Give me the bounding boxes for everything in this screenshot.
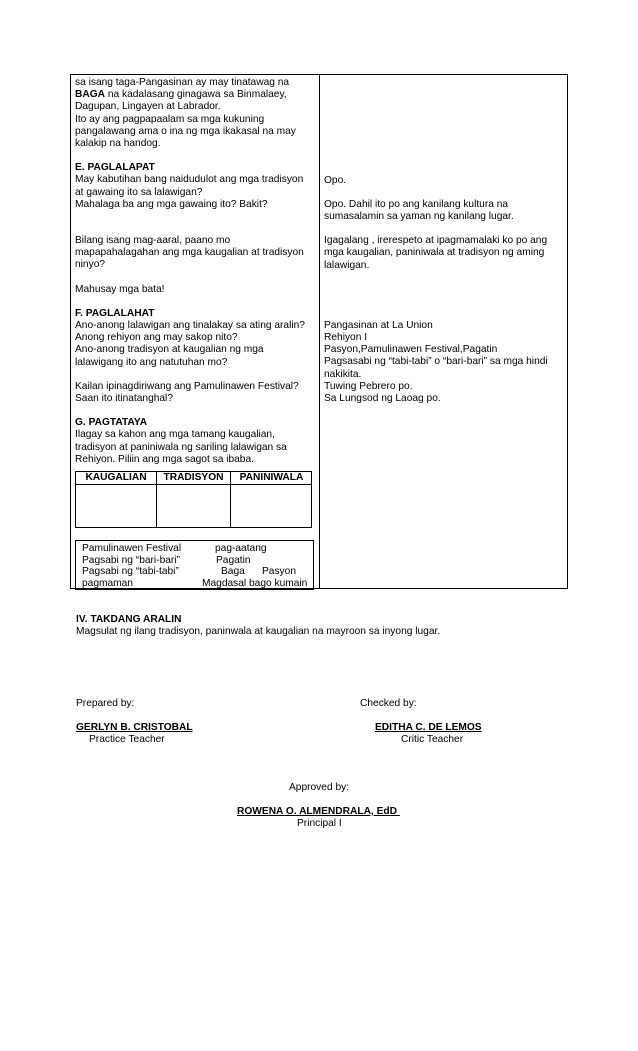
paglalahat-question: Ano-anong tradisyon at kaugalian ng mga (75, 344, 264, 356)
paglalapat-question: Bilang isang mag-aaral, paano mo (75, 235, 231, 247)
paglalapat-question: mapapahalagahan ang mga kaugalian at tradisyon (75, 247, 304, 259)
intro-line: pangalawang ama o ina ng mga ikakasal na may (75, 125, 296, 137)
choice-row (82, 578, 313, 590)
paglalahat-question: Kailan ipinagdiriwang ang Pamulinawen Festival? (75, 380, 299, 392)
table-header: PANINIWALA (231, 472, 312, 485)
paglalahat-question: Anong rehiyon ang may sakop nito? (75, 332, 238, 344)
choice-row (82, 543, 313, 555)
takdang-aralin-text: Magsulat ng ilang tradisyon, paninwala at kaugalian na mayroon sa inyong lugar. (76, 626, 441, 637)
answer-text: mga kaugalian, paniniwala at tradisyon ng aming (324, 247, 545, 259)
pagtataya-instruction: tradisyon at paniniwala ng sariling lalawigan sa (75, 441, 287, 453)
table-header: TRADISYON (157, 472, 230, 485)
approved-by-title: Principal I (297, 818, 342, 829)
answer-text: Sa Lungsod ng Laoag po. (324, 393, 441, 405)
answer-text: nakikita. (324, 368, 362, 380)
prepared-by-label: Prepared by: (76, 698, 135, 709)
choice-item: pagmaman (82, 577, 133, 589)
intro-line: Dagupan, Lingayen at Labrador. (75, 101, 221, 113)
answer-text: Pagsasabi ng “tabi-tabi” o “bari-bari” sa mga hindi (324, 356, 548, 368)
approved-by-label: Approved by: (289, 782, 350, 793)
table-header: KAUGALIAN (76, 472, 156, 485)
intro-line: Ito ay ang pagpapaalam sa mga kukuning (75, 113, 265, 125)
paglalahat-question: Ano-anong lalawigan ang tinalakay sa ating aralin? (75, 320, 305, 332)
answer-text: Pasyon,Pamulinawen Festival,Pagatin (324, 344, 498, 356)
paglalahat-question: Saan ito itinatanghal? (75, 393, 173, 405)
pagtataya-instruction: Rehiyon. Piliin ang mga sagot sa ibaba. (75, 453, 254, 465)
column-divider (319, 75, 320, 588)
choice-row (82, 555, 313, 567)
pagtataya-heading: G. PAGTATAYA (75, 417, 148, 429)
pagtataya-instruction: Ilagay sa kahon ang mga tamang kaugalian, (75, 429, 275, 441)
paglalapat-heading: E. PAGLALAPAT (75, 162, 155, 174)
table-column-tradisyon (157, 472, 231, 527)
choice-item: Pamulinawen Festival (82, 543, 182, 554)
answer-text: Rehiyon I (324, 332, 368, 344)
intro-bold-word: BAGA (75, 89, 105, 101)
answer-text: Igagalang , irerespeto at ipagmamalaki ko po ang (324, 235, 548, 247)
choice-item: Magdasal bago kumain (202, 577, 308, 589)
choices-box (75, 540, 314, 590)
intro-line: kalakip na handog. (75, 138, 161, 150)
intro-line: sa isang taga-Pangasinan ay may tinatawag na (75, 77, 290, 88)
intro-line: BAGA na kadalasang ginagawa sa Binmalaey, (75, 89, 287, 101)
takdang-aralin-heading: IV. TAKDANG ARALIN (76, 614, 182, 625)
approved-by-name: ROWENA O. ALMENDRALA, EdD (237, 806, 400, 817)
table-column-paniniwala (231, 472, 312, 527)
student-column (324, 77, 566, 405)
answer-text: sumasalamin sa yaman ng kanilang lugar. (324, 211, 514, 222)
paglalapat-question: Mahalaga ba ang mga gawaing ito? Bakit? (75, 198, 268, 210)
checked-by-name: EDITHA C. DE LEMOS (375, 722, 482, 733)
checked-by-title: Critic Teacher (401, 734, 464, 745)
paglalapat-question: at gawaing ito sa lalawigan? (75, 186, 203, 198)
lesson-plan-table (70, 74, 568, 589)
choice-item: Baga (221, 566, 245, 578)
paglalahat-heading: F. PAGLALAHAT (75, 307, 155, 319)
table-column-kaugalian (76, 472, 157, 527)
paglalapat-question: ninyo? (75, 259, 106, 271)
teacher-column (75, 77, 317, 466)
praise-text: Mahusay mga bata! (75, 283, 165, 295)
answer-text: Pangasinan at La Union (324, 319, 433, 331)
paglalapat-question: May kabutihan bang naidudulot ang mga tradisyon (75, 174, 304, 186)
prepared-by-name: GERLYN B. CRISTOBAL (76, 722, 193, 733)
paglalahat-question: lalawigang ito ang natutuhan mo? (75, 356, 228, 368)
answer-text: Opo. Dahil ito po ang kanilang kultura na (324, 198, 509, 210)
choice-item: Pagatin (216, 554, 251, 566)
choice-item: Pasyon (262, 566, 296, 578)
prepared-by-title: Practice Teacher (89, 734, 165, 745)
choice-item: Pagsabi ng “tabi-tabi” (82, 566, 179, 578)
choice-row (82, 566, 313, 578)
answer-text: lalawigan. (324, 259, 370, 271)
answer-text: Tuwing Pebrero po. (324, 380, 413, 392)
checked-by-label: Checked by: (360, 698, 417, 709)
classification-table (75, 471, 312, 528)
choice-item: Pagsabi ng “bari-bari” (82, 554, 180, 566)
answer-text: Opo. (324, 174, 347, 186)
choice-item: pag-aatang (215, 543, 267, 554)
